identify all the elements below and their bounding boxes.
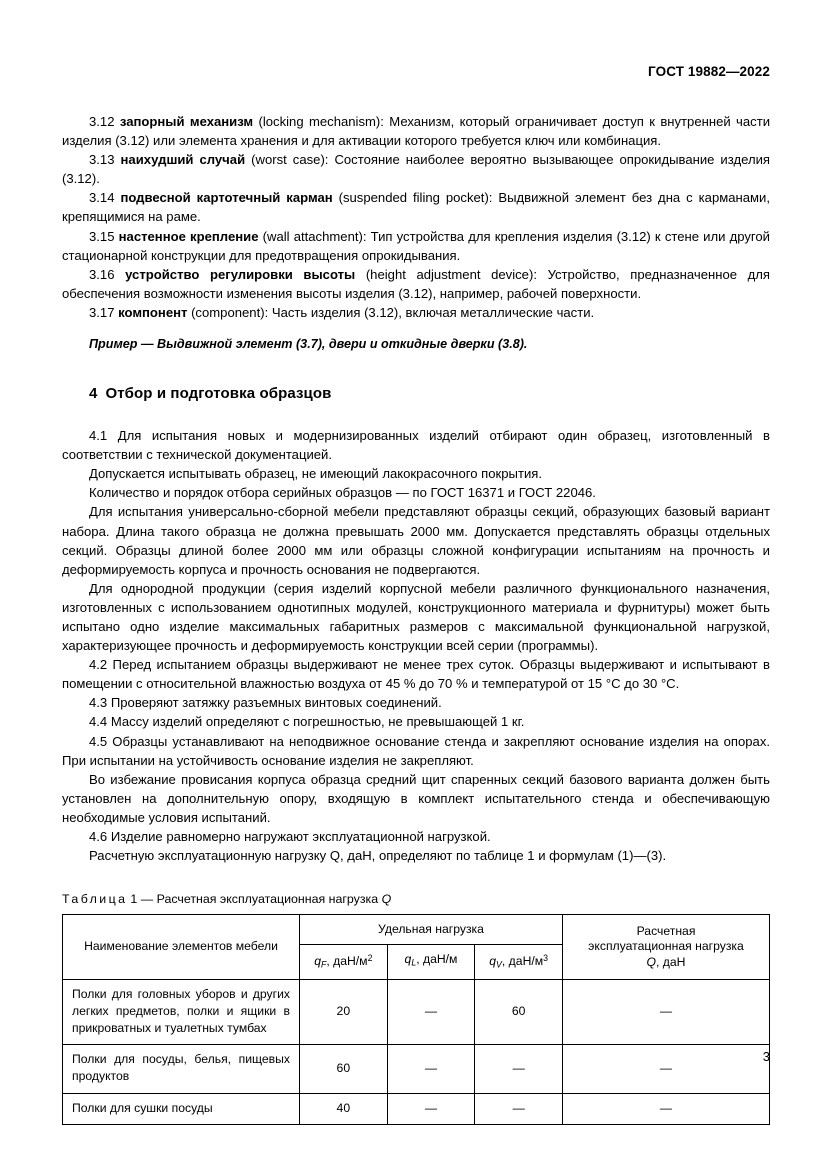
cell-ql: — (387, 979, 475, 1045)
definition-body: (height adjustment device): Устройство, предназначенное для обеспечения возможности изменения высоты изделия (3.12), например, рабочей поверхности. (62, 266, 771, 301)
paragraph-design-load-formula-ref (62, 846, 770, 865)
definition-3-17 (62, 303, 770, 322)
table-row (63, 1045, 770, 1093)
paragraph-text: 4.1 Для испытания новых и модернизированных изделий отбирают один образец, изготовленный в соответствии с технической документацией. (62, 428, 770, 463)
definition-body: (locking mechanism): Механизм, который ограничивает доступ к внутренней части изделия (3.12) или элемента хранения и для активации которого требуется ключ или комбинация. (62, 114, 771, 149)
paragraph-text: Расчетную эксплуатационную нагрузку Q, даН, определяют по таблице 1 и формулам (1)—(3). (89, 848, 667, 864)
cell-q: — (563, 1093, 770, 1124)
definition-3-13 (62, 150, 770, 188)
cell-qf: 40 (300, 1093, 388, 1124)
section-number: 4 (89, 385, 98, 403)
example-note (62, 335, 770, 354)
design-load-table (62, 914, 770, 1125)
example-note-text: Пример — Выдвижной элемент (3.7), двери и откидные дверки (3.8). (89, 337, 528, 352)
cell-qv: 60 (475, 979, 563, 1045)
definition-3-16 (62, 265, 770, 303)
cell-element-name: Полки для головных уборов и других легких предметов, полки и ящики в прикроватных и туалетных тумбах (63, 979, 300, 1045)
header-qf (300, 944, 388, 979)
definition-term: подвесной картотечный карман (120, 190, 333, 206)
header-qf-subscript: F (320, 959, 327, 970)
header-design-load-line2: эксплуатационная нагрузка (588, 939, 744, 954)
table-caption-symbol: Q (381, 892, 392, 907)
cell-element-name: Полки для посуды, белья, пищевых продуктов (63, 1045, 300, 1093)
paragraph-modular-furniture (62, 502, 770, 578)
header-specific-load-group: Удельная нагрузка (300, 915, 563, 945)
section-title: Отбор и подготовка образцов (105, 385, 332, 403)
paragraph-text: 4.6 Изделие равномерно нагружают эксплуатационной нагрузкой. (89, 829, 491, 844)
table-caption (62, 891, 770, 908)
header-qf-symbol: q (314, 953, 321, 968)
paragraph-text: Допускается испытывать образец, не имеющий лакокрасочного покрытия. (89, 466, 542, 482)
header-qv-symbol: q (489, 953, 497, 968)
paragraph-4-1 (62, 426, 770, 464)
table-caption-word: Таблица (62, 892, 128, 907)
paragraph-text: 4.2 Перед испытанием образцы выдерживают не менее трех суток. Образцы выдерживают и испытывают в помещении с относительной влажностью воздуха от 45 % до 70 % и температурой от 15 °C до 30 °C. (62, 657, 770, 692)
header-ql (387, 944, 475, 979)
paragraph-4-3 (62, 693, 770, 712)
paragraph-text: 4.3 Проверяют затяжку разъемных винтовых соединений. (89, 695, 442, 711)
header-qf-superscript: 2 (367, 952, 373, 963)
table-head (63, 915, 770, 979)
definition-body: (worst case): Состояние наиболее вероятно вызывающее опрокидывание изделия (3.12). (62, 152, 770, 187)
cell-qf: 60 (300, 1045, 388, 1093)
cell-qv: — (475, 1045, 563, 1093)
table-caption-title: Расчетная эксплуатационная нагрузка (156, 892, 379, 907)
definition-3-14 (62, 188, 770, 226)
definition-number: 3.16 (89, 266, 115, 282)
table-caption-number: 1 (130, 892, 138, 907)
paragraph-text: 4.4 Массу изделий определяют с погрешностью, не превышающей 1 кг. (89, 714, 525, 730)
definition-body: (suspended filing pocket): Выдвижной элемент без дна с карманами, крепящимися на раме. (62, 190, 770, 225)
definition-number: 3.14 (89, 190, 115, 206)
definition-number: 3.13 (89, 152, 115, 168)
paragraph-text: Для однородной продукции (серия изделий корпусной мебели различного функционального назначения, изготовленных с использованием однотипных модулей, конструкционного материала и фурнитуры) может быть испытано одно изделие максимальных габаритных размеров с максимальной функциональной нагрузкой, характеризующее прочность и деформируемость конструкции всей серии (программы). (62, 580, 770, 654)
definition-term: компонент (118, 304, 188, 320)
definition-3-15 (62, 227, 770, 265)
cell-qf: 20 (300, 979, 388, 1045)
table-body (63, 979, 770, 1124)
table-row (63, 979, 770, 1045)
header-design-load (563, 915, 770, 979)
definition-term: запорный механизм (119, 114, 254, 129)
cell-q: — (563, 979, 770, 1045)
definition-term: устройство регулировки высоты (125, 266, 356, 282)
table-caption-dash: — (140, 892, 154, 907)
paragraph-coating (62, 464, 770, 483)
header-element-name: Наименование элементов мебели (63, 915, 300, 979)
page-content (62, 112, 770, 1125)
definition-number: 3.17 (89, 304, 115, 320)
section-heading-4 (62, 384, 770, 404)
header-ql-unit: , даН/м (416, 952, 458, 967)
cell-element-name: Полки для сушки посуды (63, 1093, 300, 1124)
header-ql-symbol: q (404, 952, 412, 967)
cell-ql: — (387, 1093, 475, 1124)
standard-designation: ГОСТ 19882—2022 (648, 64, 770, 79)
header-qf-unit: , даН/м (326, 953, 368, 968)
table-header-row-1 (63, 915, 770, 945)
definition-number: 3.12 (89, 114, 115, 129)
paragraph-text: 4.5 Образцы устанавливают на неподвижное основание стенда и закрепляют основание изделия на опорах. При испытании на устойчивость основание изделия не закрепляют. (62, 733, 770, 768)
paragraph-homogeneous-products (62, 579, 770, 655)
page-number: 3 (762, 1049, 770, 1064)
definition-number: 3.15 (89, 228, 115, 244)
header-ql-subscript: L (411, 957, 417, 968)
definition-3-12 (62, 112, 770, 150)
definition-term: наихудший случай (120, 152, 246, 168)
table-row (63, 1093, 770, 1124)
header-qv-unit: , даН/м (501, 953, 544, 968)
paragraph-text: Во избежание провисания корпуса образца средний щит спаренных секций базового варианта должен быть установлен на дополнительную опору, входящую в комплект испытательного стенда и обеспечивающую необходимые условия испытаний. (62, 771, 770, 825)
header-design-load-symbol: Q (646, 954, 656, 969)
paragraph-4-2 (62, 655, 770, 693)
paragraph-4-5 (62, 732, 770, 770)
header-qv (475, 944, 563, 979)
paragraph-text: Количество и порядок отбора серийных образцов — по ГОСТ 16371 и ГОСТ 22046. (89, 485, 596, 501)
cell-ql: — (387, 1045, 475, 1093)
cell-qv: — (475, 1093, 563, 1124)
header-qv-superscript: 3 (543, 952, 549, 963)
header-design-load-line1: Расчетная (636, 923, 696, 938)
paragraph-4-4 (62, 712, 770, 731)
definition-body: (component): Часть изделия (3.12), включая металлические части. (187, 304, 595, 320)
header-design-load-unit: , даН (656, 954, 686, 969)
cell-q: — (563, 1045, 770, 1093)
paragraph-4-6 (62, 827, 770, 846)
definition-body: (wall attachment): Тип устройства для крепления изделия (3.12) к стене или другой стационарной конструкции для предотвращения опрокидывания. (62, 228, 770, 263)
header-qv-subscript: V (496, 959, 502, 970)
page-header (62, 64, 770, 90)
definition-term: настенное крепление (118, 228, 259, 244)
paragraph-additional-support (62, 770, 770, 827)
paragraph-sampling-order (62, 483, 770, 502)
paragraph-text: Для испытания универсально-сборной мебели представляют образцы секций, образующих базовый вариант набора. Длина такого образца не должна превышать 2000 мм. Допускается представлять образцы отдельных секций. Образцы длиной более 2000 мм или образцы сложной конфигурации испытаниям на прочность и деформируемость корпуса и прочность основания не подвергаются. (62, 504, 770, 577)
